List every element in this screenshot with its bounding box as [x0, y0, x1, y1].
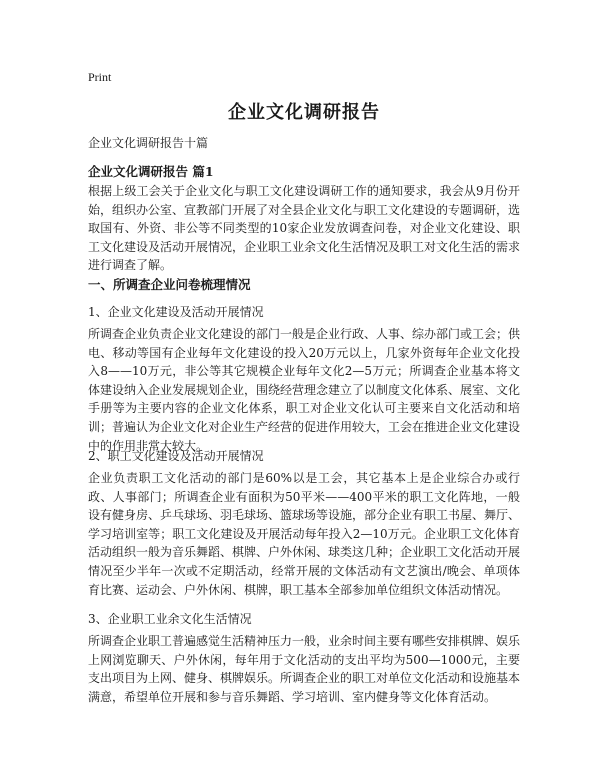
intro-paragraph: 根据上级工会关于企业文化与职工文化建设调研工作的通知要求，我会从9月份开始，组织办公室、宣教部门开展了对全县企业文化与职工文化建设的专题调研，选取国有、外资、非公等不同类型的10家企业发放调查问卷，对企业文化建设、职工文化建设及活动开展情况，企业职工业余文化生活情况及职工对文化生活的需求进行调查了解。 — [88, 184, 521, 273]
document-title: 企业文化调研报告 — [228, 102, 380, 123]
sub2-heading: 2、职工文化建设及活动开展情况 — [88, 449, 264, 463]
section1-heading: 一、所调查企业问卷梳理情况 — [88, 277, 251, 292]
print-label[interactable]: Print — [88, 70, 112, 84]
sub3-paragraph: 所调查企业职工普遍感觉生活精神压力一般，业余时间主要有哪些安排棋牌、娱乐上网浏览聊天、户外休闲，每年用于文化活动的支出平均为500—1000元，主要支出项目为上网、健身、棋牌娱乐。所调查企业的职工对单位文化活动和设施基本满意，希望单位开展和参与音乐舞蹈、学习培训、室内健身等文化体育活动。 — [88, 634, 521, 704]
document-subtitle: 企业文化调研报告十篇 — [88, 136, 209, 150]
sub1-paragraph: 所调查企业负责企业文化建设的部门一般是企业行政、人事、综办部门或工会；供电、移动等国有企业每年文化建设的投入20万元以上，几家外资每年企业文化投入8——10万元，非公等其它规模企业每年文化2—5万元；所调查企业基本将文体建设纳入企业发展规划企业，围绕经营理念建立了以制度文化体系、展室、文化手册等为主要内容的企业文化体系，职工对企业文化认可主要来自文化活动和培训；普遍认为企业文化对企业生产经营的促进作用较大，工会在推进企业文化建设中的作用非常大较大。 — [88, 327, 521, 453]
article-heading: 企业文化调研报告 篇1 — [88, 164, 214, 179]
sub2-paragraph: 企业负责职工文化活动的部门是60%以是工会，其它基本上是企业综合办或行政、人事部门；所调查企业有面积为50平米——400平米的职工文化阵地，一般设有健身房、乒乓球场、羽毛球场、篮球场等设施，部分企业有职工书屋、舞厅、学习培训室等；职工文化建设及开展活动每年投入2—10万元。企业职工文化体育活动组织一般为音乐舞蹈、棋牌、户外休闲、球类这几种；企业职工文化活动开展情况至少半年一次或不定期活动，经常开展的文体活动有文艺演出/晚会、单项体育比赛、运动会、户外休闲、棋牌，职工基本全部参加单位组织文体活动情况。 — [88, 471, 521, 597]
sub1-heading: 1、企业文化建设及活动开展情况 — [88, 305, 264, 319]
sub3-heading: 3、企业职工业余文化生活情况 — [88, 612, 252, 626]
